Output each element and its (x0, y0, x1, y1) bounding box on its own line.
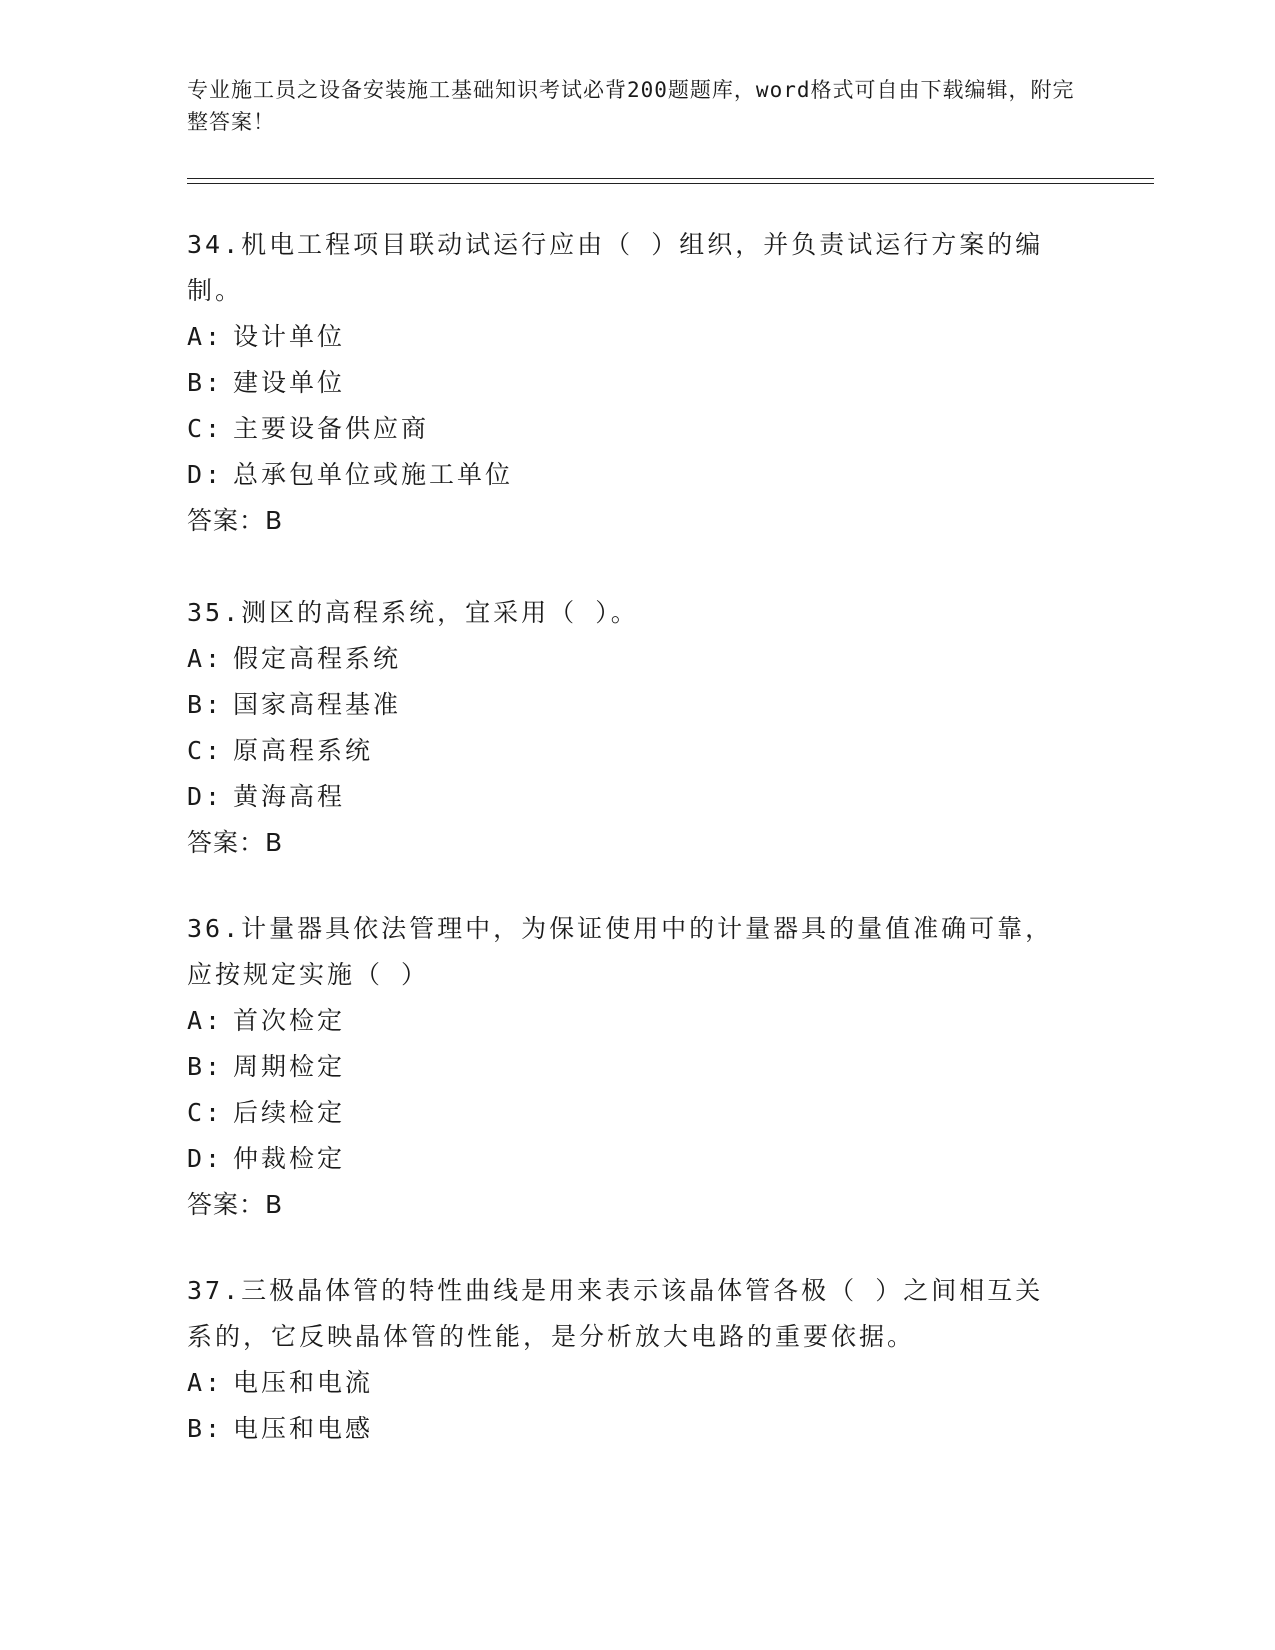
question-36 (187, 906, 1067, 1228)
option-a (187, 998, 1067, 1044)
header-divider-top (187, 178, 1154, 179)
answer: 答案：B (187, 506, 284, 535)
option-c (187, 728, 1067, 774)
option-a (187, 314, 1067, 360)
question-34 (187, 222, 1067, 544)
option-d (187, 774, 1067, 820)
option-a (187, 1360, 1067, 1406)
option-key: B: (187, 1414, 224, 1443)
option-key: D: (187, 1144, 224, 1173)
option-key: B: (187, 368, 224, 397)
option-key: D: (187, 460, 224, 489)
option-key: A: (187, 1368, 224, 1397)
option-b (187, 1406, 1067, 1452)
option-text: 首次检定 (233, 1006, 346, 1035)
option-text: 设计单位 (233, 322, 346, 351)
option-d (187, 1136, 1067, 1182)
option-c (187, 406, 1067, 452)
option-text: 黄海高程 (233, 782, 346, 811)
option-key: D: (187, 782, 224, 811)
question-stem: 37.三极晶体管的特性曲线是用来表示该晶体管各极（ ）之间相互关系的，它反映晶体管的性能，是分析放大电路的重要依据。 (187, 1276, 1044, 1351)
option-text: 原高程系统 (233, 736, 374, 765)
option-text: 周期检定 (233, 1052, 346, 1081)
option-text: 假定高程系统 (233, 644, 402, 673)
option-text: 电压和电流 (233, 1368, 374, 1397)
option-key: C: (187, 414, 224, 443)
option-key: C: (187, 1098, 224, 1127)
option-key: A: (187, 644, 224, 673)
header-text: 专业施工员之设备安装施工基础知识考试必背200题题库，word格式可自由下载编辑，附完整答案！ (187, 78, 1075, 134)
option-text: 后续检定 (233, 1098, 346, 1127)
option-text: 电压和电感 (233, 1414, 374, 1443)
option-text: 主要设备供应商 (233, 414, 430, 443)
option-text: 总承包单位或施工单位 (233, 460, 514, 489)
option-b (187, 360, 1067, 406)
question-stem: 34.机电工程项目联动试运行应由（ ）组织，并负责试运行方案的编制。 (187, 230, 1044, 305)
option-b (187, 1044, 1067, 1090)
answer: 答案：B (187, 1190, 284, 1219)
option-key: C: (187, 736, 224, 765)
question-35 (187, 590, 1067, 866)
option-key: B: (187, 1052, 224, 1081)
option-key: A: (187, 322, 224, 351)
option-text: 建设单位 (233, 368, 346, 397)
answer: 答案：B (187, 828, 284, 857)
option-text: 仲裁检定 (233, 1144, 346, 1173)
option-text: 国家高程基准 (233, 690, 402, 719)
header-divider-bottom (187, 183, 1154, 184)
question-37 (187, 1268, 1067, 1452)
document-header (187, 74, 1087, 138)
option-b (187, 682, 1067, 728)
question-stem: 35.测区的高程系统，宜采用（ ）。 (187, 598, 639, 627)
option-a (187, 636, 1067, 682)
option-key: A: (187, 1006, 224, 1035)
option-c (187, 1090, 1067, 1136)
option-key: B: (187, 690, 224, 719)
option-d (187, 452, 1067, 498)
question-stem: 36.计量器具依法管理中，为保证使用中的计量器具的量值准确可靠，应按规定实施（ ） (187, 914, 1054, 989)
